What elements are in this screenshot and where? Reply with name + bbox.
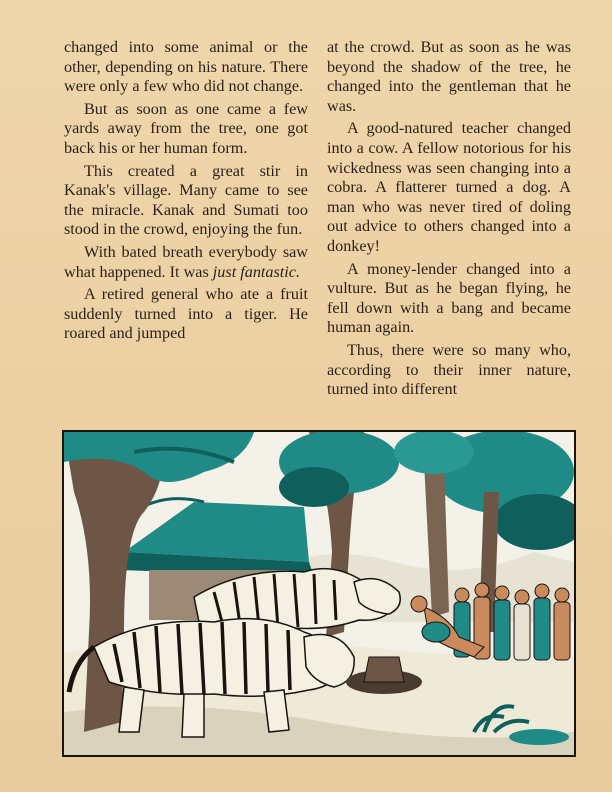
left-paragraph-2: But as soon as one came a few yards away from the tree, one got back his or her human form. (64, 99, 308, 157)
right-paragraph-1: at the crowd. But as soon as he was beyond the shadow of the tree, he changed into the gentleman that he was. (327, 38, 571, 115)
left-paragraph-4 (64, 243, 308, 282)
left-paragraph-1: changed into some animal or the other, depending on his nature. There were only a few who did not change. (64, 38, 308, 96)
left-text-column (64, 38, 308, 344)
left-paragraph-4-text: With bated breath everybody saw what happened. It was (64, 242, 308, 281)
right-paragraph-3: A money-lender changed into a vulture. But as he began flying, he fell down with a bang and became human again. (327, 259, 571, 337)
right-paragraph-2: A good-natured teacher changed into a cow. A fellow notorious for his wickedness was seen changing into a cobra. A flatterer turned a dog. A man who was never tired of doling out advice to others changed into a donkey! (327, 119, 571, 255)
right-text-column (327, 38, 571, 400)
right-paragraph-4: Thus, there were so many who, according to their inner nature, turned into different (327, 340, 571, 399)
tiger-leaping-at-crowd-illustration-icon (64, 432, 574, 755)
left-paragraph-4-italic: just fantastic. (212, 262, 301, 281)
left-paragraph-5: A retired general who ate a fruit suddenly turned into a tiger. He roared and jumped (64, 285, 308, 343)
tiger-illustration (62, 430, 576, 757)
left-paragraph-3: This created a great stir in Kanak's village. Many came to see the miracle. Kanak and Sumati too stood in the crowd, enjoying the fun. (64, 161, 308, 239)
